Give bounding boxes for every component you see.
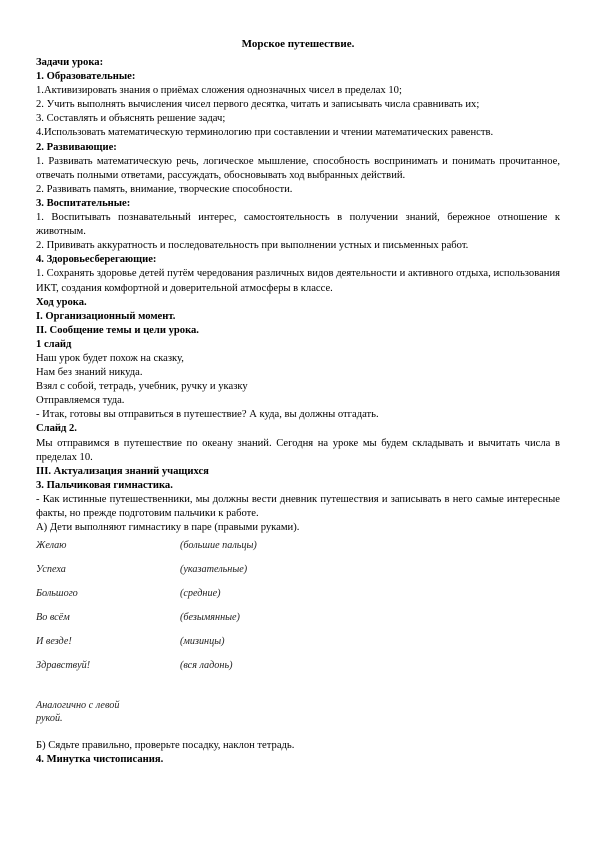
gymnastics-word: Желаю [36,540,67,552]
gymnastics-word: Успеха [36,564,66,576]
text-line: Отправляемся туда. [36,395,125,407]
heading-line: 1 слайд [36,338,72,350]
gymnastics-finger: (большие пальцы) [180,540,257,552]
heading-line: III. Актуализация знаний учащихся [36,465,209,477]
heading-line: Задачи урока: [36,57,104,68]
heading-line: 4. Здоровьесберегающие: [36,254,157,266]
text-line: - Итак, готовы вы отправиться в путешествие? А куда, вы должны отгадать. [36,409,379,421]
text-line: 1. Сохранять здоровье детей путём чередования различных видов деятельности и активного отдыха, использования ИКТ, создания комфортной и доверительной атмосферы в классе. [36,268,560,294]
gymnastics-finger: (безымянные) [180,612,240,624]
text-line: 3. Составлять и объяснять решение задач; [36,113,226,125]
text-line: 2. Прививать аккуратность и последовательность при выполнении устных и письменных работ. [36,240,469,252]
heading-line: 3. Пальчиковая гимнастика. [36,479,173,491]
document-page [36,37,560,767]
text-line: А) Дети выполняют гимнастику в паре (правыми руками). [36,522,300,534]
gymnastics-finger: (средние) [180,588,221,600]
text-line: 2. Развивать память, внимание, творческие способности. [36,183,293,195]
gymnastics-word: Здравствуй! [36,660,91,672]
gymnastics-finger: (вся ладонь) [180,660,233,672]
gymnastics-table [36,535,560,739]
heading-line: Ход урока. [36,296,87,308]
heading-line: I. Организационный момент. [36,310,176,322]
text-line: 1.Активизировать знания о приёмах сложения однозначных чисел в пределах 10; [36,85,402,97]
heading-line: 3. Воспитательные: [36,197,131,209]
gymnastics-word: Большого [36,588,78,600]
gymnastics-finger: (мизинцы) [180,636,225,648]
page-title: Морское путешествие. [241,38,355,50]
heading-line: 4. Минутка чистописания. [36,754,164,766]
heading-line: 1. Образовательные: [36,71,136,83]
gymnastics-finger: (указательные) [180,564,248,576]
text-line: Б) Сядьте правильно, проверьте посадку, наклон тетрадь. [36,740,295,752]
text-line: 4.Использовать математическую терминологию при составлении и чтении математических равенств. [36,127,494,139]
gymnastics-word: Во всём [36,612,70,624]
text-line: Нам без знаний никуда. [36,367,143,379]
heading-line: Слайд 2. [36,423,77,435]
text-line: Мы отправимся в путешествие по океану знаний. Сегодня на уроке мы будем складывать и вычитать числа в пределах 10. [36,437,560,463]
gymnastics-word: Аналогично с левой рукой. [36,700,120,725]
text-line: Наш урок будет похож на сказку, [36,352,184,364]
text-line: 2. Учить выполнять вычисления чисел первого десятка, читать и записывать числа сравнивать их; [36,99,480,111]
document-body [36,56,560,535]
text-line: Взял с собой, тетрадь, учебник, ручку и указку [36,381,248,393]
text-line: 1. Воспитывать познавательный интерес, самостоятельность в получении знаний, бережное отношение к животным. [36,212,560,238]
heading-line: 2. Развивающие: [36,141,117,153]
heading-line: II. Сообщение темы и цели урока. [36,324,199,336]
document-footer-text [36,739,560,767]
text-line: 1. Развивать математическую речь, логическое мышление, способность воспринимать и понимать прочитанное, отвечать полными ответами, рассуждать, обосновывать ход выбранных действий. [36,155,560,181]
gymnastics-word: И везде! [36,636,72,648]
text-line: - Как истинные путешественники, мы должны вести дневник путешествия и записывать в него самые интересные факты, но прежде подготовим пальчики к работе. [36,493,560,519]
